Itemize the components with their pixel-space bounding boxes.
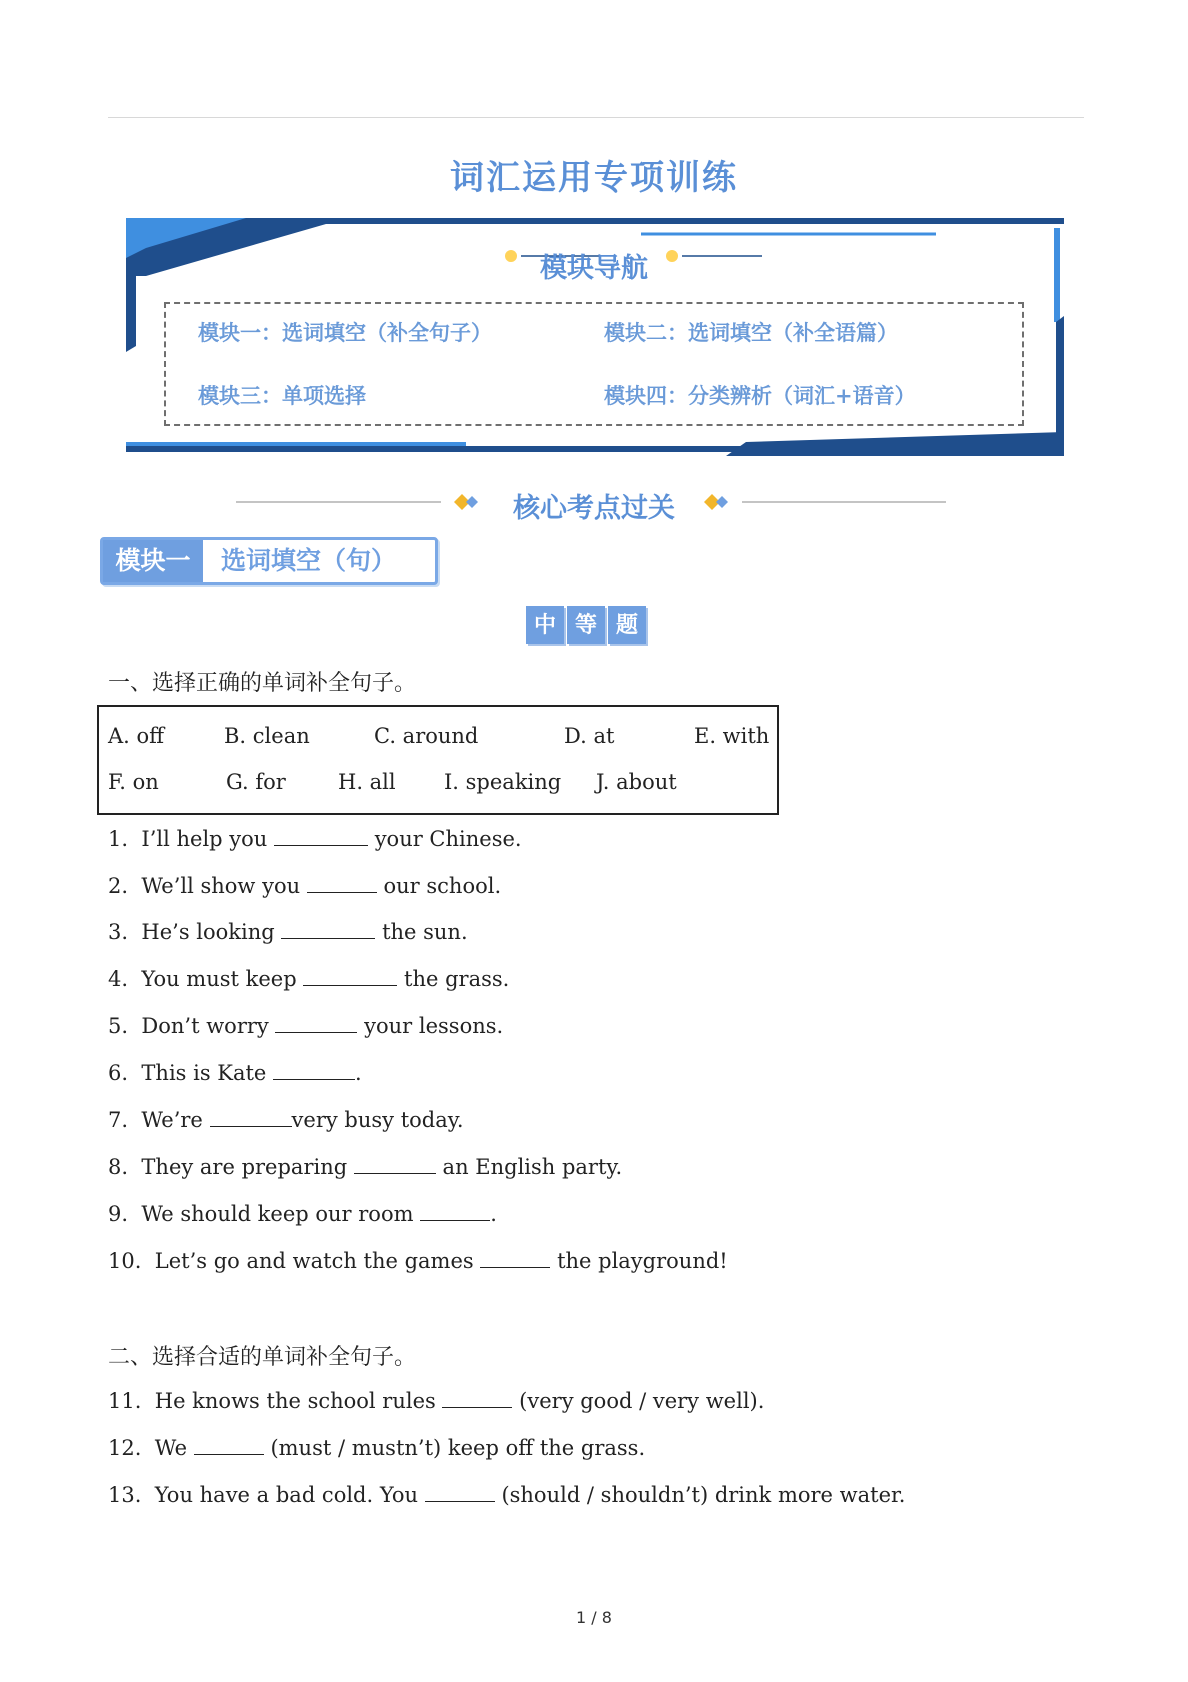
word-option: D. at — [564, 724, 615, 748]
question-text-before: We should keep our room — [141, 1202, 414, 1226]
answer-blank[interactable] — [273, 1061, 355, 1080]
question-text-after: an English party. — [442, 1155, 623, 1179]
question-number: 10. — [108, 1249, 142, 1273]
question-number: 2. — [108, 874, 129, 898]
answer-blank[interactable] — [420, 1202, 490, 1221]
question-text-after: your Chinese. — [374, 827, 522, 851]
word-option: H. all — [338, 770, 396, 794]
word-option: E. with — [694, 724, 770, 748]
answer-blank[interactable] — [274, 827, 368, 846]
difficulty-badge — [526, 606, 646, 644]
question-text-after: . — [490, 1202, 497, 1226]
question-text-before: We’ll show you — [141, 874, 301, 898]
question-number: 7. — [108, 1108, 129, 1132]
question-text-after: the sun. — [382, 920, 468, 944]
question-item — [108, 1108, 464, 1132]
section-1-heading: 一、选择正确的单词补全句子。 — [108, 671, 417, 696]
difficulty-char: 中 — [526, 606, 564, 644]
question-text-before: He knows the school rules — [154, 1389, 436, 1413]
question-item — [108, 827, 522, 851]
word-option: J. about — [596, 770, 677, 794]
question-text-before: You must keep — [141, 967, 297, 991]
word-option: B. clean — [224, 724, 310, 748]
question-number: 1. — [108, 827, 129, 851]
question-text-after: the playground! — [557, 1249, 728, 1273]
core-heading: 核心考点过关 — [513, 493, 675, 524]
question-item — [108, 1249, 728, 1273]
document-title: 词汇运用专项训练 — [450, 158, 738, 198]
question-item — [108, 1389, 764, 1413]
page-number: 1 / 8 — [576, 1608, 612, 1627]
question-text-after: your lessons. — [364, 1014, 504, 1038]
question-text-before: We — [154, 1436, 188, 1460]
question-number: 3. — [108, 920, 129, 944]
module-nav-heading: 模块导航 — [540, 253, 648, 284]
word-option: F. on — [108, 770, 159, 794]
answer-blank[interactable] — [354, 1155, 436, 1174]
question-item — [108, 1061, 362, 1085]
difficulty-char: 题 — [608, 606, 646, 644]
question-text-after: (should / shouldn’t) drink more water. — [501, 1483, 906, 1507]
answer-blank[interactable] — [480, 1249, 550, 1268]
nav-item-module-2[interactable]: 模块二：选词填空（补全语篇） — [604, 320, 898, 345]
question-text-after: the grass. — [404, 967, 510, 991]
answer-blank[interactable] — [275, 1014, 357, 1033]
question-text-before: They are preparing — [141, 1155, 348, 1179]
word-option: A. off — [108, 724, 165, 748]
question-text-after: our school. — [383, 874, 502, 898]
question-item — [108, 1014, 503, 1038]
question-text-before: We’re — [141, 1108, 203, 1132]
question-text-before: He’s looking — [141, 920, 275, 944]
question-number: 5. — [108, 1014, 129, 1038]
question-number: 11. — [108, 1389, 142, 1413]
question-text-after: (must / mustn’t) keep off the grass. — [270, 1436, 646, 1460]
question-number: 9. — [108, 1202, 129, 1226]
question-item — [108, 1155, 622, 1179]
word-option: I. speaking — [444, 770, 562, 794]
answer-blank[interactable] — [425, 1483, 495, 1502]
question-number: 12. — [108, 1436, 142, 1460]
question-text-before: I’ll help you — [141, 827, 268, 851]
nav-item-module-4[interactable]: 模块四：分类辨析（词汇+语音） — [604, 383, 916, 408]
nav-item-module-3[interactable]: 模块三：单项选择 — [198, 383, 366, 408]
answer-blank[interactable] — [281, 920, 375, 939]
question-text-before: Don’t worry — [141, 1014, 269, 1038]
question-number: 8. — [108, 1155, 129, 1179]
question-item — [108, 1202, 497, 1226]
question-item — [108, 967, 509, 991]
question-number: 4. — [108, 967, 129, 991]
question-text-after: very busy today. — [291, 1108, 464, 1132]
question-item — [108, 1483, 905, 1507]
section-2-heading: 二、选择合适的单词补全句子。 — [108, 1345, 417, 1370]
module-tag-title: 选词填空（句） — [221, 546, 397, 575]
answer-blank[interactable] — [307, 874, 377, 893]
question-text-before: This is Kate — [141, 1061, 267, 1085]
answer-blank[interactable] — [210, 1108, 292, 1127]
word-bank — [97, 705, 779, 815]
answer-blank[interactable] — [194, 1436, 264, 1455]
question-text-before: Let’s go and watch the games — [154, 1249, 474, 1273]
difficulty-char: 等 — [567, 606, 605, 644]
question-item — [108, 920, 468, 944]
answer-blank[interactable] — [303, 967, 397, 986]
nav-item-module-1[interactable]: 模块一：选词填空（补全句子） — [198, 320, 492, 345]
question-item — [108, 874, 501, 898]
question-text-before: You have a bad cold. You — [154, 1483, 419, 1507]
header-rule — [108, 117, 1084, 118]
module-tag — [100, 537, 438, 585]
word-option: C. around — [374, 724, 479, 748]
answer-blank[interactable] — [442, 1389, 512, 1408]
question-number: 6. — [108, 1061, 129, 1085]
question-text-after: . — [355, 1061, 362, 1085]
word-option: G. for — [226, 770, 286, 794]
question-item — [108, 1436, 645, 1460]
module-tag-number: 模块一 — [103, 540, 203, 582]
question-text-after: (very good / very well). — [519, 1389, 765, 1413]
question-number: 13. — [108, 1483, 142, 1507]
